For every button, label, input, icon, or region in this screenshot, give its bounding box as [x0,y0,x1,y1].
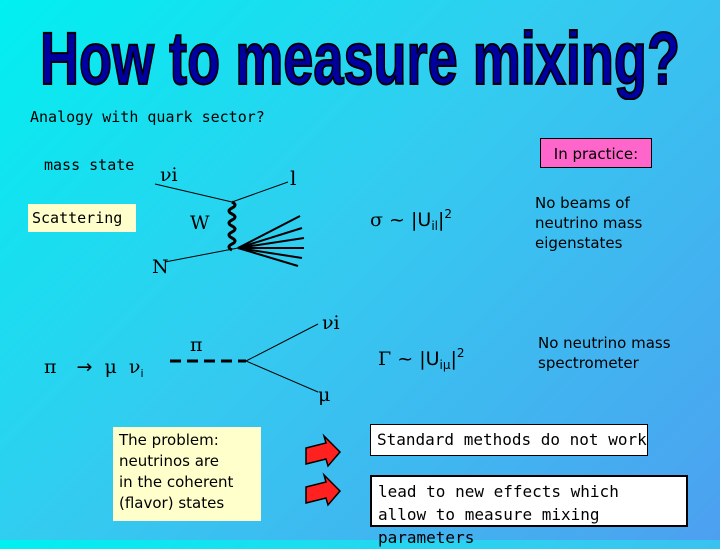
muon-decay-line [246,361,318,392]
u-subscript: iμ [439,358,451,372]
nu-i-decay-label: νi [322,312,340,334]
nu-line [155,184,232,202]
nu-subscript: i [140,367,144,380]
pion-decay-formula [44,356,144,380]
cross-section-formula [370,207,452,233]
abs-close: | [450,348,457,370]
lepton-line [232,182,288,202]
power: 2 [444,207,453,221]
standard-methods-box: Standard methods do not work [370,424,648,456]
nu-symbol: ν [128,356,141,378]
analogy-text: Analogy with quark sector? [30,108,265,126]
tilde-symbol: ~ [397,348,414,370]
nucleon-label: N [152,256,169,278]
no-spectrometer-text: No neutrino mass spectrometer [538,334,671,372]
in-practice-label: In practice: [540,138,652,168]
nucleon-line [165,248,238,262]
page-title-text: How to measure mixing? [40,17,680,100]
neutrino-decay-line [246,324,318,361]
red-arrow-icon [306,475,340,505]
pion-label: π [190,334,203,356]
new-effects-box: lead to new effects which allow to measure mixing parameters [370,475,688,527]
u-matrix: |U [419,348,440,370]
pi-symbol: π [44,356,57,378]
u-matrix: |U [411,209,432,231]
no-beams-text: No beams of neutrino mass eigenstates [535,194,643,252]
mu-symbol: μ [104,356,117,378]
abs-close: | [437,209,445,231]
hadron-jet [238,216,304,266]
mass-state-label: mass state [44,156,135,174]
scattering-label: Scattering [28,204,136,232]
problem-note: The problem: neutrinos are in the coherent (flavor) states [113,427,261,521]
arrow-icon: → [76,356,93,378]
gamma-symbol: Γ [378,348,392,370]
u-subscript: il [431,219,438,233]
red-arrow-icon [306,436,340,466]
nu-i-label: νi [160,164,178,186]
decay-width-formula [378,346,465,372]
lepton-label: l [290,166,297,190]
sigma-symbol: σ [370,209,383,231]
w-boson-label: W [190,212,210,234]
w-boson-wavy-line [229,202,235,250]
muon-label: μ [318,384,331,406]
power: 2 [456,346,465,360]
tilde-symbol: ~ [389,209,405,231]
